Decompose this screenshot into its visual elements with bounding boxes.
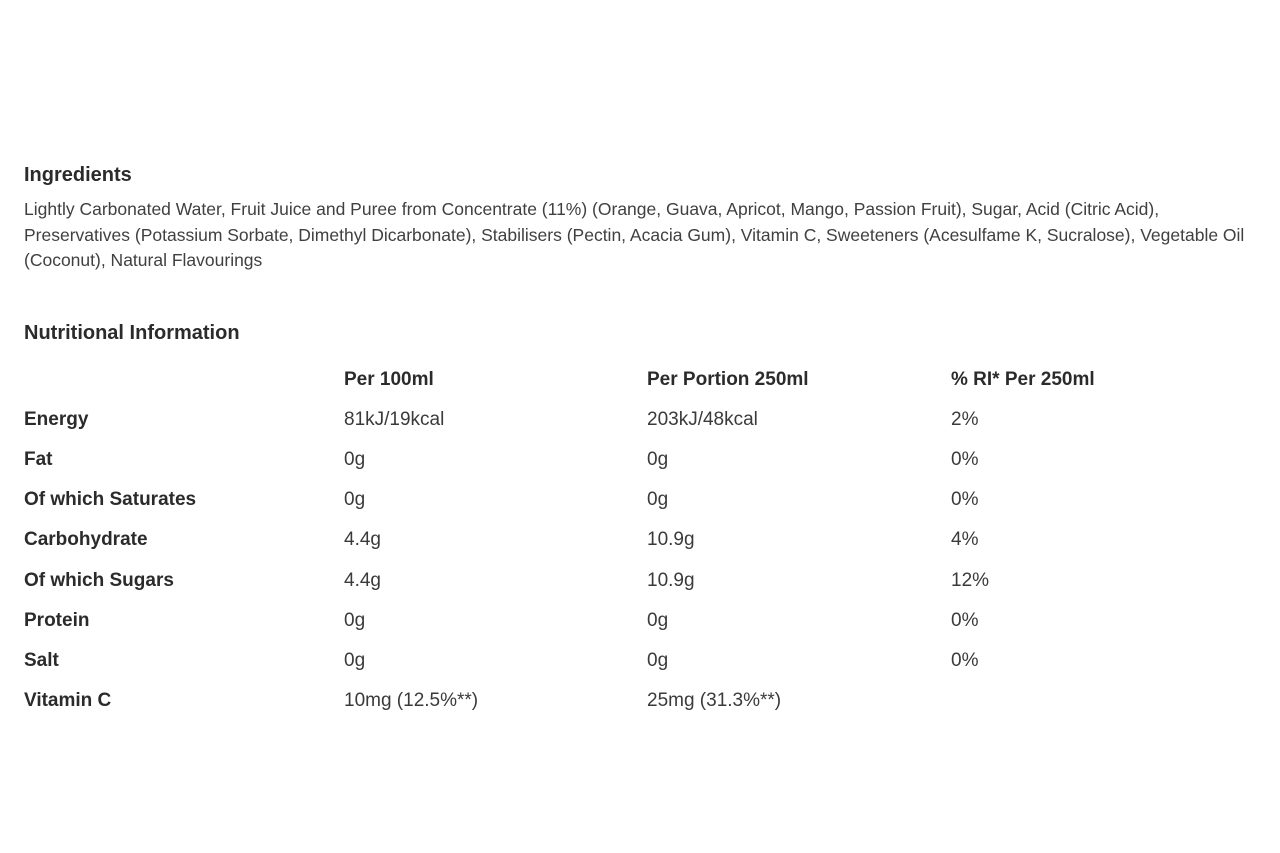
header-per-portion: Per Portion 250ml [647, 368, 809, 390]
table-row [24, 560, 1251, 600]
row-label: Salt [24, 649, 59, 671]
per-100ml-value: 4.4g [344, 529, 381, 551]
per-portion-value: 0g [647, 609, 669, 631]
per-100ml-value: 10mg (12.5%**) [344, 690, 479, 712]
row-label: Vitamin C [24, 690, 112, 712]
row-label: Energy [24, 408, 89, 430]
per-100ml-value: 4.4g [344, 569, 381, 591]
per-portion-value: 203kJ/48kcal [647, 408, 758, 430]
per-100ml-value: 0g [344, 609, 366, 631]
nutrition-table [24, 360, 1251, 722]
per-100ml-value: 81kJ/19kcal [344, 408, 445, 430]
table-row [24, 601, 1251, 641]
table-row [24, 520, 1251, 560]
per-portion-value: 0g [647, 649, 669, 671]
product-info [24, 162, 1260, 721]
header-label [24, 360, 344, 400]
table-row [24, 641, 1251, 681]
ri-value: 12% [951, 569, 990, 591]
per-100ml-value: 0g [344, 649, 366, 671]
ri-value: 0% [951, 649, 979, 671]
header-ri: % RI* Per 250ml [951, 368, 1095, 390]
nutrition-title: Nutritional Information [24, 321, 240, 344]
row-label: Of which Saturates [24, 489, 197, 511]
header-per-100ml: Per 100ml [344, 368, 434, 390]
ri-value: 0% [951, 448, 979, 470]
row-label: Protein [24, 609, 90, 631]
ri-value [951, 681, 1251, 721]
row-label: Carbohydrate [24, 529, 148, 551]
per-portion-value: 10.9g [647, 569, 695, 591]
per-portion-value: 0g [647, 489, 669, 511]
table-row [24, 440, 1251, 480]
table-row [24, 480, 1251, 520]
ingredients-text: Lightly Carbonated Water, Fruit Juice and Puree from Concentrate (11%) (Orange, Guava, Apricot, Mango, Passion Fruit), Sugar, Acid (Citric Acid), Preservatives (Potassium Sorbate, Dimethyl Dicarbonate), Stabilisers (Pectin, Acacia Gum), Vitamin C, Sweeteners (Acesulfame K, Sucralose), Vegetable Oil (Coconut), Natural Flavourings [24, 199, 1245, 270]
per-100ml-value: 0g [344, 448, 366, 470]
table-row [24, 681, 1251, 721]
row-label: Of which Sugars [24, 569, 174, 591]
ingredients-title: Ingredients [24, 164, 132, 186]
per-portion-value: 0g [647, 448, 669, 470]
nutrition-header-row [24, 360, 1251, 400]
per-portion-value: 25mg (31.3%**) [647, 690, 782, 712]
per-100ml-value: 0g [344, 489, 366, 511]
row-label: Fat [24, 448, 53, 470]
ri-value: 2% [951, 408, 979, 430]
ri-value: 4% [951, 529, 979, 551]
per-portion-value: 10.9g [647, 529, 695, 551]
ri-value: 0% [951, 489, 979, 511]
table-row [24, 400, 1251, 440]
ri-value: 0% [951, 609, 979, 631]
